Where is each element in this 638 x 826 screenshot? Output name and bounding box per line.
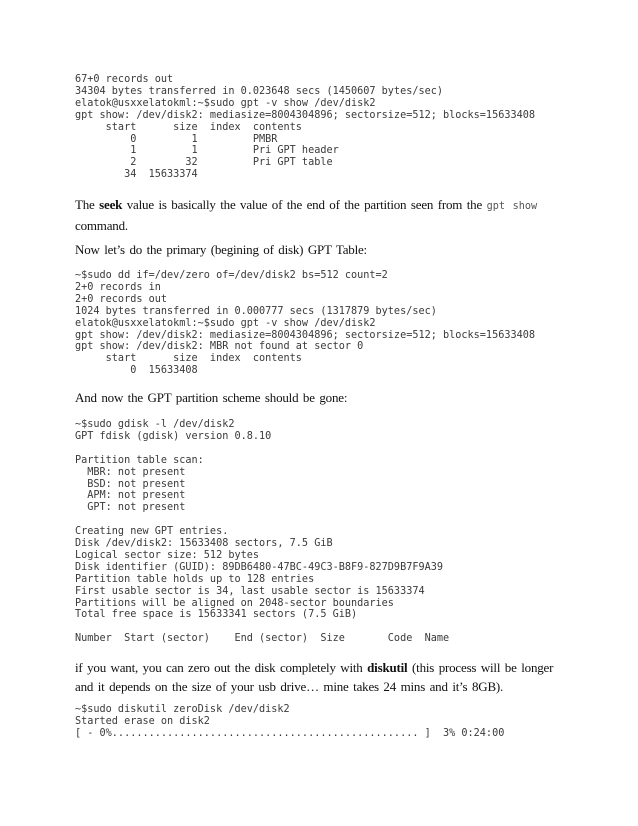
- code-line: Total free space is 15633341 sectors (7.5 GiB): [75, 609, 358, 621]
- paragraph-diskutil: if you want, you can zero out the disk completely with diskutil (this process will be longer and it depends on the size of your usb drive… mine takes 24 mins and it’s 8GB).: [75, 660, 554, 694]
- code-line: Disk identifier (GUID): 89DB6480-47BC-49C3-B8F9-827D9B7F9A39: [75, 561, 444, 573]
- code-line: [75, 514, 449, 526]
- code-line: ~$sudo dd if=/dev/zero of=/dev/disk2 bs=512 count=2: [75, 270, 388, 281]
- code-line: GPT: not present: [75, 502, 186, 514]
- code-line: ~$sudo diskutil zeroDisk /dev/disk2: [75, 704, 290, 715]
- code-line: Partition table holds up to 128 entries: [75, 573, 315, 585]
- code-line: Logical sector size: 512 bytes: [75, 549, 260, 561]
- code-line: GPT fdisk (gdisk) version 0.8.10: [75, 430, 272, 442]
- code-line: Partition table scan:: [75, 454, 204, 466]
- code-line: Disk /dev/disk2: 15633408 sectors, 7.5 GiB: [75, 538, 333, 550]
- gpt-show-inline-code: gpt show: [486, 201, 538, 212]
- code-line: Started erase on disk2: [75, 715, 210, 727]
- code-line: 34 15633374: [75, 169, 198, 181]
- code-line: start size index contents: [75, 121, 302, 133]
- code-block-dd-zero: [75, 270, 535, 377]
- code-line: 67+0 records out: [75, 74, 174, 85]
- code-line: MBR: not present: [75, 466, 186, 478]
- code-line: 2+0 records in: [75, 281, 161, 293]
- code-line: 1 1 Pri GPT header: [75, 145, 339, 157]
- seek-keyword: seek: [99, 197, 123, 212]
- diskutil-keyword: diskutil: [367, 660, 408, 675]
- paragraph-seek-explanation: The seek value is basically the value of the end of the partition seen from the gpt show command.: [75, 197, 538, 233]
- code-line: 1024 bytes transferred in 0.000777 secs (1317879 bytes/sec): [75, 305, 437, 317]
- code-line: Creating new GPT entries.: [75, 526, 229, 538]
- code-line: elatok@usxxelatokml:~$sudo gpt -v show /dev/disk2: [75, 97, 376, 109]
- code-line: Number Start (sector) End (sector) Size Code Name: [75, 633, 450, 645]
- code-block-gdisk: [75, 419, 449, 645]
- code-line: gpt show: /dev/disk2: mediasize=8004304896; sectorsize=512; blocks=15633408: [75, 109, 536, 121]
- code-block-zerodisk: [75, 704, 504, 740]
- code-line: 2 32 Pri GPT table: [75, 157, 333, 169]
- code-line: elatok@usxxelatokml:~$sudo gpt -v show /dev/disk2: [75, 317, 376, 329]
- paragraph-primary-gpt: Now let’s do the primary (begining of disk) GPT Table:: [75, 242, 367, 257]
- code-line: First usable sector is 34, last usable sector is 15633374: [75, 585, 425, 597]
- code-line: 2+0 records out: [75, 293, 168, 305]
- code-line: gpt show: /dev/disk2: MBR not found at sector 0: [75, 341, 364, 353]
- code-line: [ - 0%.................................................. ] 3% 0:24:00: [75, 727, 505, 739]
- code-line: [75, 443, 449, 455]
- code-line: 0 15633408: [75, 365, 198, 377]
- code-line: APM: not present: [75, 490, 186, 502]
- code-block-gpt-show: [75, 74, 535, 181]
- code-line: 34304 bytes transferred in 0.023648 secs (1450607 bytes/sec): [75, 85, 444, 97]
- code-line: Partitions will be aligned on 2048-sector boundaries: [75, 597, 394, 609]
- code-line: BSD: not present: [75, 478, 186, 490]
- code-line: start size index contents: [75, 353, 302, 365]
- code-line: gpt show: /dev/disk2: mediasize=8004304896; sectorsize=512; blocks=15633408: [75, 329, 536, 341]
- code-line: ~$sudo gdisk -l /dev/disk2: [75, 419, 235, 430]
- code-line: 0 1 PMBR: [75, 133, 278, 145]
- code-line: [75, 621, 449, 633]
- paragraph-scheme-gone: And now the GPT partition scheme should be gone:: [75, 390, 348, 405]
